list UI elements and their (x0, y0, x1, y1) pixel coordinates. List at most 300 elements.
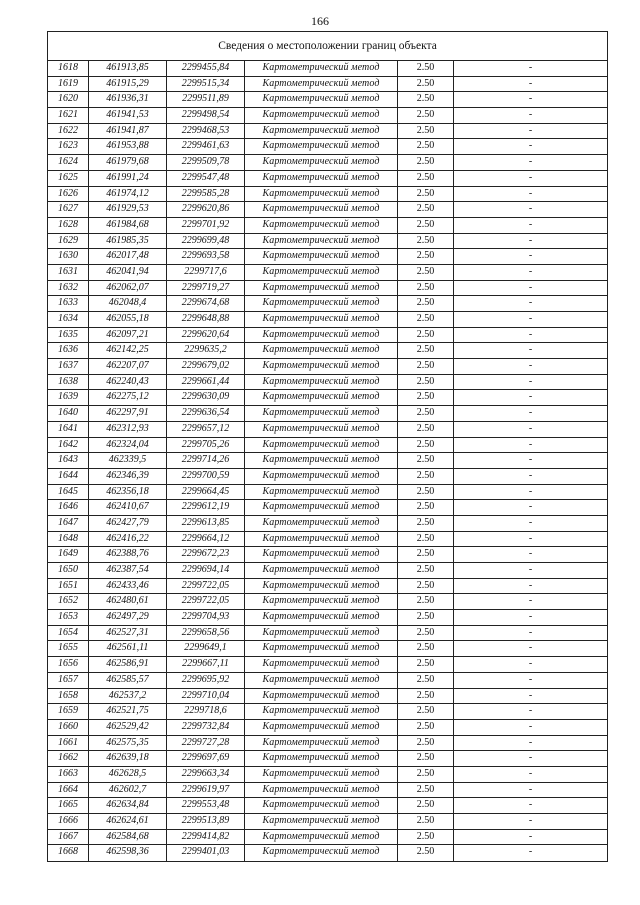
table-row (48, 124, 607, 140)
method-cell: Картометрический метод (245, 187, 398, 202)
coord-x-cell: 462529,42 (89, 720, 167, 735)
coord-x-cell: 462240,43 (89, 375, 167, 390)
method-cell: Картометрический метод (245, 343, 398, 358)
coord-y-cell: 2299630,09 (167, 390, 245, 405)
precision-cell: 2.50 (398, 328, 454, 343)
coord-y-cell: 2299513,89 (167, 814, 245, 829)
coord-x-cell: 462586,91 (89, 657, 167, 672)
method-cell: Картометрический метод (245, 171, 398, 186)
coord-x-cell: 462356,18 (89, 485, 167, 500)
precision-cell: 2.50 (398, 485, 454, 500)
coord-y-cell: 2299636,54 (167, 406, 245, 421)
method-cell: Картометрический метод (245, 77, 398, 92)
table-row (48, 798, 607, 814)
coord-y-cell: 2299663,34 (167, 767, 245, 782)
table-row (48, 218, 607, 234)
point-number-cell: 1666 (48, 814, 89, 829)
coord-y-cell: 2299613,85 (167, 516, 245, 531)
note-cell: - (528, 705, 533, 717)
precision-cell: 2.50 (398, 77, 454, 92)
coord-y-cell: 2299498,54 (167, 108, 245, 123)
table-row (48, 328, 607, 344)
note-cell: - (528, 485, 533, 497)
point-number-cell: 1648 (48, 532, 89, 547)
table-row (48, 830, 607, 846)
method-cell: Картометрический метод (245, 657, 398, 672)
coord-x-cell: 462207,07 (89, 359, 167, 374)
coord-y-cell: 2299664,45 (167, 485, 245, 500)
table-row (48, 359, 607, 375)
method-cell: Картометрический метод (245, 139, 398, 154)
point-number-cell: 1663 (48, 767, 89, 782)
note-cell: - (528, 626, 533, 638)
table-row (48, 265, 607, 281)
method-cell: Картометрический метод (245, 359, 398, 374)
coord-x-cell: 462598,36 (89, 845, 167, 861)
point-number-cell: 1631 (48, 265, 89, 280)
table-row (48, 296, 607, 312)
table-row (48, 234, 607, 250)
coord-x-cell: 462584,68 (89, 830, 167, 845)
precision-cell: 2.50 (398, 500, 454, 515)
coord-y-cell: 2299717,6 (167, 265, 245, 280)
method-cell: Картометрический метод (245, 390, 398, 405)
point-number-cell: 1639 (48, 390, 89, 405)
coord-y-cell: 2299693,58 (167, 249, 245, 264)
point-number-cell: 1642 (48, 438, 89, 453)
coord-y-cell: 2299620,86 (167, 202, 245, 217)
point-number-cell: 1633 (48, 296, 89, 311)
note-cell: - (528, 438, 533, 450)
coord-x-cell: 462628,5 (89, 767, 167, 782)
table-row (48, 202, 607, 218)
note-cell: - (528, 516, 533, 528)
method-cell: Картометрический метод (245, 155, 398, 170)
page-number: 166 (311, 14, 329, 28)
table-row (48, 422, 607, 438)
method-cell: Картометрический метод (245, 265, 398, 280)
note-cell: - (528, 830, 533, 842)
point-number-cell: 1667 (48, 830, 89, 845)
coord-y-cell: 2299657,12 (167, 422, 245, 437)
note-cell: - (528, 846, 533, 858)
precision-cell: 2.50 (398, 375, 454, 390)
method-cell: Картометрический метод (245, 563, 398, 578)
point-number-cell: 1658 (48, 689, 89, 704)
coord-x-cell: 462142,25 (89, 343, 167, 358)
point-number-cell: 1635 (48, 328, 89, 343)
point-number-cell: 1661 (48, 736, 89, 751)
coord-y-cell: 2299648,88 (167, 312, 245, 327)
note-cell: - (528, 109, 533, 121)
point-number-cell: 1649 (48, 547, 89, 562)
table-row (48, 547, 607, 563)
table-row (48, 281, 607, 297)
table-row (48, 704, 607, 720)
table-title: Сведения о местоположении границ объекта (48, 32, 607, 61)
precision-cell: 2.50 (398, 61, 454, 76)
coord-y-cell: 2299620,64 (167, 328, 245, 343)
method-cell: Картометрический метод (245, 108, 398, 123)
coord-x-cell: 462387,54 (89, 563, 167, 578)
method-cell: Картометрический метод (245, 704, 398, 719)
note-cell: - (528, 344, 533, 356)
note-cell: - (528, 454, 533, 466)
precision-cell: 2.50 (398, 406, 454, 421)
precision-cell: 2.50 (398, 312, 454, 327)
coord-x-cell: 462041,94 (89, 265, 167, 280)
point-number-cell: 1653 (48, 610, 89, 625)
coord-y-cell: 2299585,28 (167, 187, 245, 202)
point-number-cell: 1625 (48, 171, 89, 186)
coord-x-cell: 462048,4 (89, 296, 167, 311)
coord-x-cell: 461984,68 (89, 218, 167, 233)
table-row (48, 516, 607, 532)
point-number-cell: 1664 (48, 783, 89, 798)
coord-y-cell: 2299455,84 (167, 61, 245, 76)
coord-y-cell: 2299732,84 (167, 720, 245, 735)
table-row (48, 406, 607, 422)
coord-x-cell: 461941,53 (89, 108, 167, 123)
precision-cell: 2.50 (398, 563, 454, 578)
coord-y-cell: 2299710,04 (167, 689, 245, 704)
coord-y-cell: 2299697,69 (167, 751, 245, 766)
point-number-cell: 1641 (48, 422, 89, 437)
precision-cell: 2.50 (398, 187, 454, 202)
coord-y-cell: 2299468,53 (167, 124, 245, 139)
precision-cell: 2.50 (398, 218, 454, 233)
method-cell: Картометрический метод (245, 641, 398, 656)
note-cell: - (528, 234, 533, 246)
table-row (48, 187, 607, 203)
point-number-cell: 1618 (48, 61, 89, 76)
note-cell: - (528, 62, 533, 73)
note-cell: - (528, 532, 533, 544)
coord-x-cell: 461974,12 (89, 187, 167, 202)
point-number-cell: 1620 (48, 92, 89, 107)
point-number-cell: 1647 (48, 516, 89, 531)
precision-cell: 2.50 (398, 845, 454, 861)
coord-x-cell: 461953,88 (89, 139, 167, 154)
note-cell: - (528, 658, 533, 670)
coord-y-cell: 2299509,78 (167, 155, 245, 170)
note-cell: - (528, 93, 533, 105)
note-cell: - (528, 265, 533, 277)
coord-y-cell: 2299727,28 (167, 736, 245, 751)
coord-y-cell: 2299699,48 (167, 234, 245, 249)
note-cell: - (528, 140, 533, 152)
method-cell: Картометрический метод (245, 783, 398, 798)
coord-y-cell: 2299461,63 (167, 139, 245, 154)
coord-x-cell: 462497,29 (89, 610, 167, 625)
coord-x-cell: 462055,18 (89, 312, 167, 327)
coord-x-cell: 462312,93 (89, 422, 167, 437)
coord-x-cell: 462624,61 (89, 814, 167, 829)
coord-x-cell: 462297,91 (89, 406, 167, 421)
precision-cell: 2.50 (398, 814, 454, 829)
precision-cell: 2.50 (398, 422, 454, 437)
point-number-cell: 1650 (48, 563, 89, 578)
note-cell: - (528, 564, 533, 575)
precision-cell: 2.50 (398, 234, 454, 249)
method-cell: Картометрический метод (245, 626, 398, 641)
note-cell: - (528, 642, 533, 654)
method-cell: Картометрический метод (245, 485, 398, 500)
boundary-table (47, 31, 608, 862)
note-cell: - (528, 689, 533, 701)
method-cell: Картометрический метод (245, 610, 398, 625)
method-cell: Картометрический метод (245, 124, 398, 139)
coord-y-cell: 2299667,11 (167, 657, 245, 672)
coord-x-cell: 462410,67 (89, 500, 167, 515)
coord-x-cell: 462521,75 (89, 704, 167, 719)
table-row (48, 312, 607, 328)
precision-cell: 2.50 (398, 610, 454, 625)
precision-cell: 2.50 (398, 469, 454, 484)
precision-cell: 2.50 (398, 532, 454, 547)
coord-y-cell: 2299714,26 (167, 453, 245, 468)
coord-x-cell: 462634,84 (89, 798, 167, 813)
coord-x-cell: 462602,7 (89, 783, 167, 798)
coord-y-cell: 2299661,44 (167, 375, 245, 390)
coord-x-cell: 462561,11 (89, 641, 167, 656)
note-cell: - (528, 501, 533, 513)
method-cell: Картометрический метод (245, 249, 398, 264)
point-number-cell: 1634 (48, 312, 89, 327)
coord-y-cell: 2299515,34 (167, 77, 245, 92)
note-cell: - (528, 736, 533, 748)
coord-x-cell: 462575,35 (89, 736, 167, 751)
point-number-cell: 1646 (48, 500, 89, 515)
table-row (48, 500, 607, 516)
method-cell: Картометрический метод (245, 532, 398, 547)
precision-cell: 2.50 (398, 657, 454, 672)
coord-x-cell: 462062,07 (89, 281, 167, 296)
method-cell: Картометрический метод (245, 328, 398, 343)
point-number-cell: 1652 (48, 594, 89, 609)
coord-x-cell: 462324,04 (89, 438, 167, 453)
table-row (48, 77, 607, 93)
coord-x-cell: 461991,24 (89, 171, 167, 186)
note-cell: - (528, 752, 533, 764)
point-number-cell: 1630 (48, 249, 89, 264)
note-cell: - (528, 799, 533, 811)
table-row (48, 375, 607, 391)
precision-cell: 2.50 (398, 139, 454, 154)
precision-cell: 2.50 (398, 438, 454, 453)
precision-cell: 2.50 (398, 751, 454, 766)
method-cell: Картометрический метод (245, 689, 398, 704)
coord-y-cell: 2299701,92 (167, 218, 245, 233)
coord-x-cell: 461913,85 (89, 61, 167, 76)
coord-x-cell: 462017,48 (89, 249, 167, 264)
table-row (48, 767, 607, 783)
note-cell: - (528, 579, 533, 591)
precision-cell: 2.50 (398, 171, 454, 186)
table-row (48, 736, 607, 752)
table-row (48, 532, 607, 548)
method-cell: Картометрический метод (245, 845, 398, 861)
point-number-cell: 1638 (48, 375, 89, 390)
coord-x-cell: 462427,79 (89, 516, 167, 531)
coord-x-cell: 462433,46 (89, 579, 167, 594)
table-row (48, 626, 607, 642)
note-cell: - (528, 391, 533, 403)
coord-y-cell: 2299635,2 (167, 343, 245, 358)
coord-y-cell: 2299619,97 (167, 783, 245, 798)
precision-cell: 2.50 (398, 783, 454, 798)
method-cell: Картометрический метод (245, 500, 398, 515)
coord-x-cell: 461985,35 (89, 234, 167, 249)
table-row (48, 751, 607, 767)
precision-cell: 2.50 (398, 108, 454, 123)
precision-cell: 2.50 (398, 155, 454, 170)
point-number-cell: 1624 (48, 155, 89, 170)
coord-y-cell: 2299672,23 (167, 547, 245, 562)
note-cell: - (528, 328, 533, 340)
method-cell: Картометрический метод (245, 814, 398, 829)
point-number-cell: 1621 (48, 108, 89, 123)
precision-cell: 2.50 (398, 767, 454, 782)
method-cell: Картометрический метод (245, 281, 398, 296)
point-number-cell: 1660 (48, 720, 89, 735)
method-cell: Картометрический метод (245, 579, 398, 594)
note-cell: - (528, 720, 533, 732)
coord-y-cell: 2299722,05 (167, 579, 245, 594)
coord-x-cell: 462097,21 (89, 328, 167, 343)
coord-y-cell: 2299722,05 (167, 594, 245, 609)
precision-cell: 2.50 (398, 673, 454, 688)
table-row (48, 390, 607, 406)
precision-cell: 2.50 (398, 516, 454, 531)
precision-cell: 2.50 (398, 798, 454, 813)
table-row (48, 594, 607, 610)
method-cell: Картометрический метод (245, 767, 398, 782)
note-cell: - (528, 360, 533, 372)
note-cell: - (528, 595, 533, 607)
note-cell: - (528, 203, 533, 215)
point-number-cell: 1655 (48, 641, 89, 656)
coord-x-cell: 462639,18 (89, 751, 167, 766)
coord-x-cell: 462585,57 (89, 673, 167, 688)
point-number-cell: 1629 (48, 234, 89, 249)
coord-x-cell: 462388,76 (89, 547, 167, 562)
precision-cell: 2.50 (398, 830, 454, 845)
point-number-cell: 1659 (48, 704, 89, 719)
coord-y-cell: 2299414,82 (167, 830, 245, 845)
precision-cell: 2.50 (398, 453, 454, 468)
coord-x-cell: 462416,22 (89, 532, 167, 547)
coord-x-cell: 461915,29 (89, 77, 167, 92)
note-cell: - (528, 611, 533, 623)
note-cell: - (528, 124, 533, 136)
note-cell: - (528, 673, 533, 685)
point-number-cell: 1657 (48, 673, 89, 688)
coord-y-cell: 2299704,93 (167, 610, 245, 625)
precision-cell: 2.50 (398, 265, 454, 280)
point-number-cell: 1632 (48, 281, 89, 296)
table-row (48, 485, 607, 501)
table-row (48, 453, 607, 469)
note-cell: - (528, 77, 533, 89)
table-row (48, 673, 607, 689)
table-row (48, 61, 607, 77)
precision-cell: 2.50 (398, 641, 454, 656)
method-cell: Картометрический метод (245, 202, 398, 217)
note-cell: - (528, 548, 533, 560)
table-row (48, 108, 607, 124)
note-cell: - (528, 407, 533, 419)
precision-cell: 2.50 (398, 92, 454, 107)
point-number-cell: 1637 (48, 359, 89, 374)
note-cell: - (528, 218, 533, 230)
method-cell: Картометрический метод (245, 438, 398, 453)
point-number-cell: 1656 (48, 657, 89, 672)
table-row (48, 438, 607, 454)
note-cell: - (528, 783, 533, 795)
coord-x-cell: 462480,61 (89, 594, 167, 609)
precision-cell: 2.50 (398, 124, 454, 139)
table-row (48, 579, 607, 595)
point-number-cell: 1644 (48, 469, 89, 484)
coord-y-cell: 2299401,03 (167, 845, 245, 861)
precision-cell: 2.50 (398, 202, 454, 217)
coord-y-cell: 2299553,48 (167, 798, 245, 813)
method-cell: Картометрический метод (245, 234, 398, 249)
table-row (48, 689, 607, 705)
method-cell: Картометрический метод (245, 547, 398, 562)
method-cell: Картометрический метод (245, 594, 398, 609)
precision-cell: 2.50 (398, 359, 454, 374)
table-row (48, 814, 607, 830)
method-cell: Картометрический метод (245, 312, 398, 327)
method-cell: Картометрический метод (245, 720, 398, 735)
coord-x-cell: 461979,68 (89, 155, 167, 170)
note-cell: - (528, 281, 533, 293)
coord-x-cell: 462346,39 (89, 469, 167, 484)
point-number-cell: 1636 (48, 343, 89, 358)
coord-y-cell: 2299679,02 (167, 359, 245, 374)
point-number-cell: 1628 (48, 218, 89, 233)
method-cell: Картометрический метод (245, 469, 398, 484)
method-cell: Картометрический метод (245, 736, 398, 751)
point-number-cell: 1623 (48, 139, 89, 154)
note-cell: - (528, 250, 533, 262)
coord-y-cell: 2299705,26 (167, 438, 245, 453)
method-cell: Картометрический метод (245, 798, 398, 813)
method-cell: Картометрический метод (245, 453, 398, 468)
point-number-cell: 1640 (48, 406, 89, 421)
precision-cell: 2.50 (398, 689, 454, 704)
note-cell: - (528, 375, 533, 387)
point-number-cell: 1622 (48, 124, 89, 139)
table-row (48, 641, 607, 657)
coord-y-cell: 2299719,27 (167, 281, 245, 296)
precision-cell: 2.50 (398, 281, 454, 296)
table-row (48, 249, 607, 265)
note-cell: - (528, 422, 533, 434)
point-number-cell: 1651 (48, 579, 89, 594)
note-cell: - (528, 187, 533, 199)
point-number-cell: 1619 (48, 77, 89, 92)
coord-y-cell: 2299718,6 (167, 704, 245, 719)
method-cell: Картометрический метод (245, 92, 398, 107)
method-cell: Картометрический метод (245, 218, 398, 233)
precision-cell: 2.50 (398, 579, 454, 594)
point-number-cell: 1643 (48, 453, 89, 468)
precision-cell: 2.50 (398, 296, 454, 311)
method-cell: Картометрический метод (245, 751, 398, 766)
